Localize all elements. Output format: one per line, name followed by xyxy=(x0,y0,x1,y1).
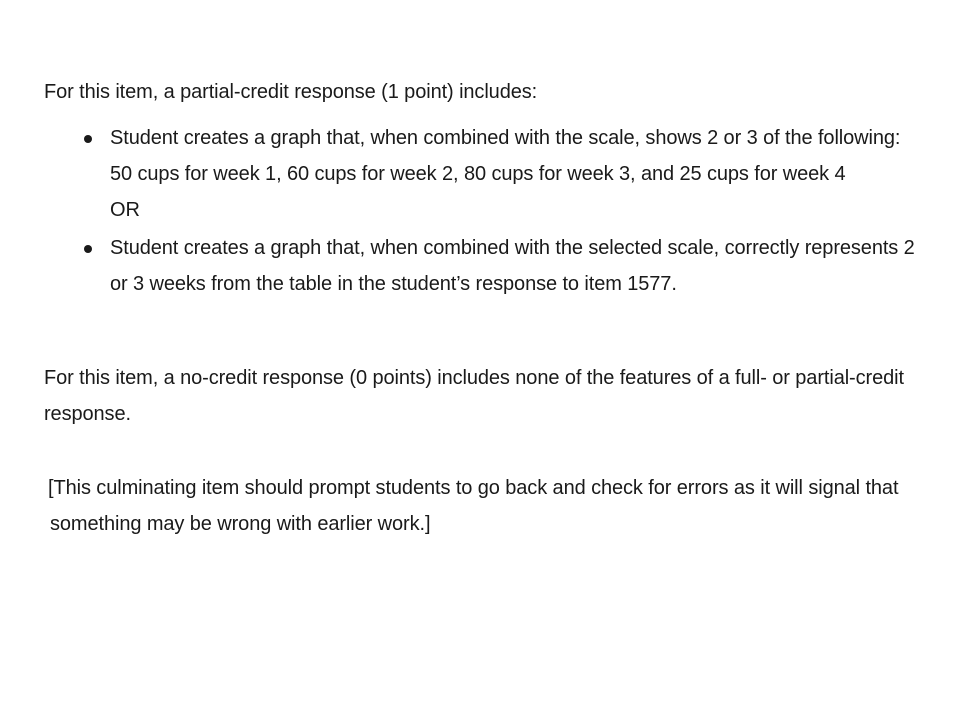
criterion-text: Student creates a graph that, when combined with the selected scale, correctly represents 2 or 3 weeks from the table in the student’s response to item 1577. xyxy=(110,237,915,295)
or-separator: OR xyxy=(110,199,140,221)
criterion-text: Student creates a graph that, when combined with the scale, shows 2 or 3 of the following: 50 cups for week 1, 60 cups for week 2, 80 cups for week 3, and 25 cups for week 4 xyxy=(110,127,901,185)
partial-credit-criteria-list xyxy=(44,120,924,302)
scoring-note: [This culminating item should prompt students to go back and check for errors as it will signal that something may be wrong with earlier work.] xyxy=(48,477,899,535)
no-credit-description: For this item, a no-credit response (0 points) includes none of the features of a full- or partial-credit response. xyxy=(44,367,904,425)
criterion-item xyxy=(44,120,924,192)
bullet-icon xyxy=(84,245,92,253)
criterion-item xyxy=(44,230,924,302)
partial-credit-intro: For this item, a partial-credit response (1 point) includes: xyxy=(44,81,538,103)
bullet-icon xyxy=(84,135,92,143)
scoring-document xyxy=(44,74,924,542)
